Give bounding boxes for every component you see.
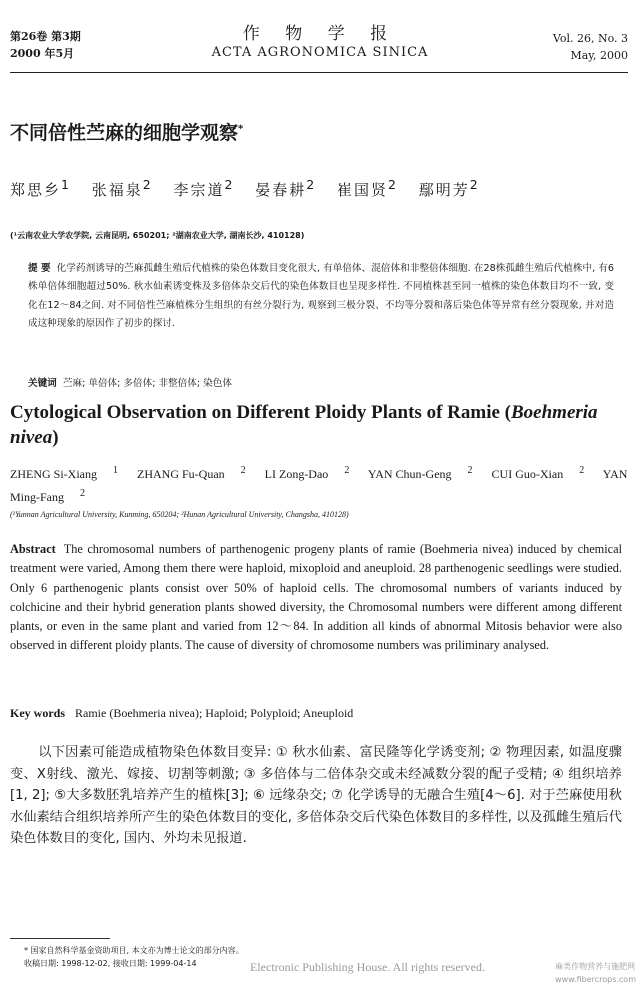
keywords-en-label: Key words (10, 706, 65, 720)
author-en-mark: 2 (579, 465, 585, 476)
author-en (265, 467, 350, 481)
author-cn-mark: 2 (306, 177, 317, 192)
author-en (492, 467, 585, 481)
abstract-cn (28, 260, 614, 334)
title-cn (10, 118, 243, 145)
volume-cn: 第26卷 第3期 (10, 30, 81, 43)
title-cn-text: 不同倍性苎麻的细胞学观察 (10, 122, 239, 144)
author-en (10, 467, 118, 481)
journal-name-en: ACTA AGRONOMICA SINICA (211, 45, 429, 60)
header-divider (10, 72, 628, 73)
author-en-name: ZHANG Fu-Quan (137, 467, 225, 481)
author-cn-name: 张福泉 (91, 181, 143, 199)
author-en-mark: 2 (240, 465, 246, 476)
authors-en (10, 461, 630, 507)
abstract-en-text: The chromosomal numbers of parthenogenic progeny plants of ramie (Boehmeria nivea) induced by chemical treatment were varied, Among them there were haploid, mixoploid and aneuploid. 28 parthenogenic seedlings were studied. Only 6 parthenogenic plants consist over 50% of haploid cells. The chromosomal numbers of variants induced by colchicine and their hybrid generation plants showed diversity, the Chromosomal numbers were different among different plants, or even in the same plant and varied from 12～84. In addition all kinds of abnormal Mitosis behavior were also observed in different ploidy plants. The cause of diversity of chromosome numbers was priliminary analysed. (10, 542, 622, 653)
footnote-divider (10, 938, 110, 939)
keywords-cn (28, 375, 232, 389)
author-cn (255, 177, 317, 199)
author-en (137, 467, 246, 481)
footnote (24, 944, 244, 970)
date-en: May, 2000 (570, 49, 628, 62)
author-cn-mark: 1 (61, 177, 71, 192)
author-en-mark: 2 (80, 488, 85, 499)
author-cn (10, 177, 71, 199)
author-cn-mark: 2 (469, 177, 480, 192)
journal-name-cn: 作 物 学 报 (242, 24, 398, 44)
author-cn-name: 李宗道 (173, 181, 225, 199)
keywords-en-text: Ramie (Boehmeria nivea); Haploid; Polyploid; Aneuploid (75, 706, 354, 720)
author-cn (173, 177, 235, 199)
author-en (368, 467, 473, 481)
author-en-name: YAN Ming-Fang (10, 467, 628, 504)
volume-en: Vol. 26, No. 3 (552, 32, 628, 45)
author-en-mark: 2 (467, 465, 473, 476)
author-en-name: ZHENG Si-Xiang (10, 467, 97, 481)
title-cn-footnote-mark: * (238, 123, 244, 135)
body-paragraph (10, 742, 622, 850)
author-cn (91, 177, 153, 199)
author-cn-name: 崔国贤 (337, 181, 389, 199)
abstract-cn-label: 提 要 (28, 263, 51, 274)
date-cn: 2000 年5月 (10, 47, 75, 60)
title-en-text: Cytological Observation on Different Ploidy Plants of Ramie ( (10, 402, 511, 423)
author-en-mark: 1 (113, 465, 118, 476)
header-left (10, 28, 81, 62)
abstract-cn-text: 化学药剂诱导的苎麻孤雌生殖后代植株的染色体数目变化很大, 有单倍体、混倍体和非整倍体细胞. 在28株孤雌生殖后代植株中, 有6株单倍体细胞超过50%. 秋水仙素诱变株及多倍体杂交后代的染色体数目也呈现多样性. 不同植株甚至同一植株的染色体数目均不一致, 变化在12～84之间. 对不同倍性苎麻植株分生组织的有丝分裂行为, 观察到三极分裂、不均等分裂和落后染色体等异常有丝分裂现象, 并对造成这种现象的原因作了初步的探讨. (28, 263, 615, 330)
title-en-close: ) (52, 427, 59, 448)
site-watermark-name: 麻类作物营养与施肥网 (555, 962, 636, 971)
author-cn-name: 晏春耕 (255, 181, 307, 199)
author-cn-name: 鄢明芳 (418, 181, 470, 199)
keywords-cn-text: 苎麻; 单倍体; 多倍体; 非整倍体; 染色体 (62, 378, 232, 389)
affiliation-en: (¹Yunnan Agricultural University, Kunming, 650204; ²Hunan Agricultural University, Changsha, 410128) (10, 510, 349, 519)
author-en-name: CUI Guo-Xian (491, 467, 564, 481)
site-watermark (555, 960, 636, 986)
title-en (10, 400, 630, 450)
body-paragraph-text: 以下因素可能造成植物染色体数目变异: ① 秋水仙素、富民隆等化学诱变剂; ② 物理因素, 如温度骤变、X射线、激光、嫁接、切割等刺激; ③ 多倍体与二倍体杂交或未经减数分裂的配子受精; ④ 组织培养[1, 2]; ⑤大多数胚乳培养产生的植株[3]; ⑥ 远缘杂交; ⑦ 化学诱导的无融合生殖[4～6]. 对于苎麻使用秋水仙素结合组织培养所产生的染色体数目的变化, 多倍体杂交后代染色体数目的多样性, 以及孤雌生殖后代染色体数目的变化, 国内、外均未见报道. (10, 745, 622, 846)
affiliation-cn: (¹云南农业大学农学院, 云南昆明, 650201; ²湖南农业大学, 湖南长沙, 410128) (10, 231, 305, 240)
footnote-dates: 收稿日期: 1998-12-02, 接收日期: 1999-04-14 (24, 959, 197, 968)
footnote-funding: * 国家自然科学基金资助项目, 本文亦为博士论文的部分内容。 (24, 946, 244, 955)
author-cn-mark: 2 (224, 177, 235, 192)
author-cn-mark: 2 (142, 177, 153, 192)
author-cn-mark: 2 (388, 177, 398, 192)
site-watermark-url: www.fibercrops.com (555, 975, 636, 984)
publisher-watermark: Electronic Publishing House. All rights reserved. (250, 960, 485, 974)
author-cn-name: 郑思乡 (10, 181, 62, 199)
author-cn (337, 177, 398, 199)
title-en-species: Boehmeria nivea (10, 402, 598, 448)
author-en-mark: 2 (344, 465, 350, 476)
keywords-cn-label: 关键词 (28, 378, 57, 389)
authors-cn (10, 177, 480, 200)
keywords-en (10, 706, 353, 721)
author-en-name: LI Zong-Dao (264, 467, 329, 481)
author-cn (418, 177, 480, 199)
header-right (553, 30, 628, 64)
abstract-en (10, 540, 622, 656)
header-center (150, 24, 490, 62)
author-en-name: YAN Chun-Geng (367, 467, 452, 481)
abstract-en-label: Abstract (10, 542, 56, 556)
